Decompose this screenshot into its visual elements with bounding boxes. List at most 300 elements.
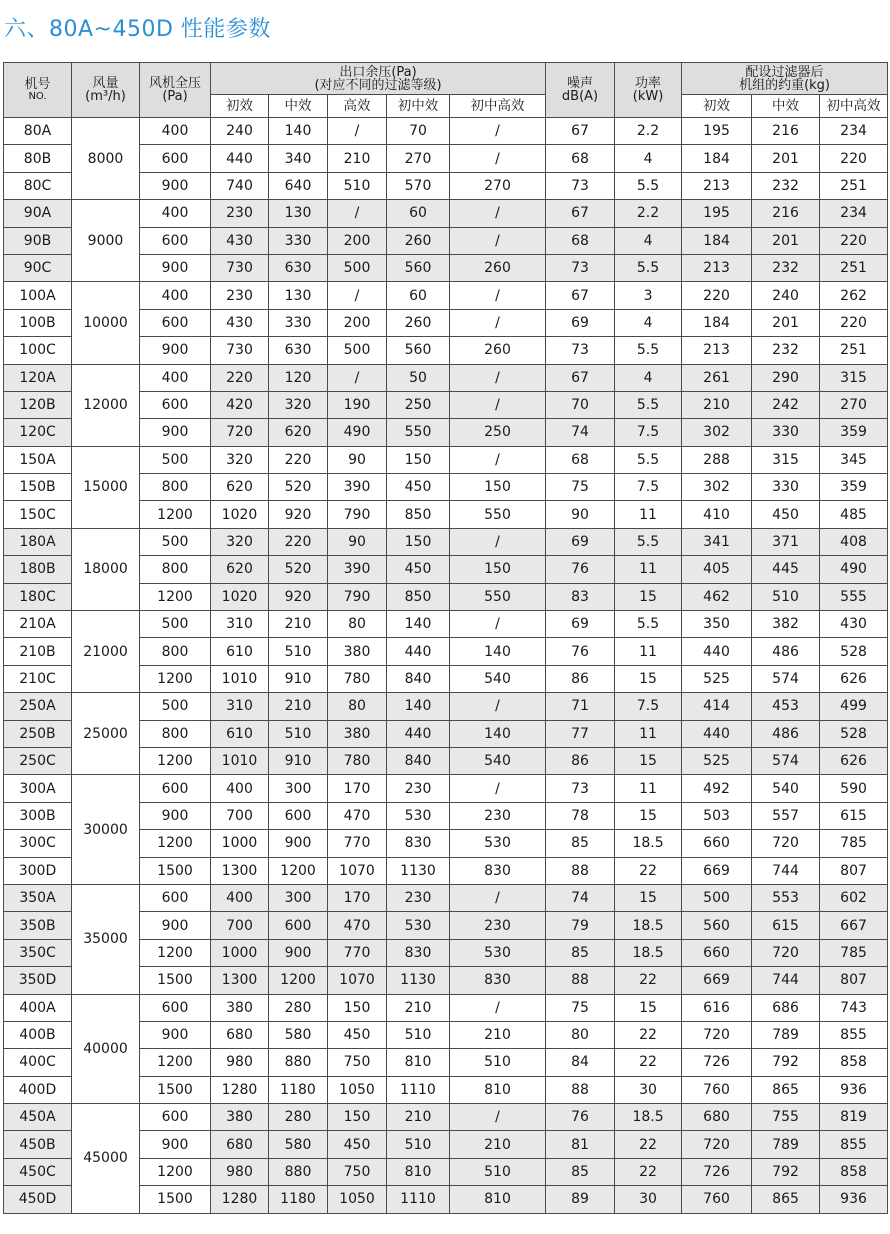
weight-medium-cell: 553 xyxy=(752,884,820,911)
power-cell: 18.5 xyxy=(615,912,682,939)
outlet-primary-medium-cell: 840 xyxy=(387,747,450,774)
power-cell: 7.5 xyxy=(615,419,682,446)
outlet-primary-cell: 320 xyxy=(211,528,269,555)
table-header xyxy=(4,63,888,118)
outlet-primary-medium-high-cell: / xyxy=(450,364,546,391)
outlet-high-cell: / xyxy=(328,118,387,145)
airflow-cell: 15000 xyxy=(72,446,140,528)
power-cell: 7.5 xyxy=(615,474,682,501)
weight-medium-cell: 865 xyxy=(752,1076,820,1103)
outlet-primary-medium-cell: 840 xyxy=(387,665,450,692)
weight-medium-cell: 789 xyxy=(752,1131,820,1158)
power-cell: 15 xyxy=(615,665,682,692)
outlet-primary-cell: 230 xyxy=(211,282,269,309)
power-cell: 22 xyxy=(615,857,682,884)
outlet-high-cell: 770 xyxy=(328,830,387,857)
model-cell: 450C xyxy=(4,1158,72,1185)
fan-pressure-cell: 800 xyxy=(140,638,211,665)
weight-medium-cell: 216 xyxy=(752,118,820,145)
header-fan-pressure-unit: (Pa) xyxy=(162,89,188,104)
outlet-primary-cell: 440 xyxy=(211,145,269,172)
outlet-high-cell: 80 xyxy=(328,611,387,638)
noise-cell: 88 xyxy=(546,967,615,994)
outlet-primary-medium-cell: 50 xyxy=(387,364,450,391)
power-cell: 22 xyxy=(615,1158,682,1185)
weight-medium-cell: 615 xyxy=(752,912,820,939)
model-cell: 90A xyxy=(4,200,72,227)
outlet-primary-medium-high-cell: 540 xyxy=(450,747,546,774)
outlet-medium-cell: 640 xyxy=(269,172,328,199)
outlet-primary-cell: 620 xyxy=(211,556,269,583)
outlet-primary-medium-high-cell: / xyxy=(450,391,546,418)
outlet-medium-cell: 320 xyxy=(269,391,328,418)
noise-cell: 74 xyxy=(546,419,615,446)
outlet-high-cell: 750 xyxy=(328,1158,387,1185)
outlet-high-cell: 150 xyxy=(328,994,387,1021)
weight-primary-medium-high-cell: 220 xyxy=(820,309,888,336)
model-cell: 210C xyxy=(4,665,72,692)
fan-pressure-cell: 800 xyxy=(140,720,211,747)
outlet-high-cell: 510 xyxy=(328,172,387,199)
weight-medium-cell: 445 xyxy=(752,556,820,583)
weight-primary-medium-high-cell: 359 xyxy=(820,474,888,501)
weight-primary-cell: 288 xyxy=(682,446,752,473)
noise-cell: 88 xyxy=(546,857,615,884)
outlet-primary-medium-cell: 810 xyxy=(387,1158,450,1185)
power-cell: 18.5 xyxy=(615,1104,682,1131)
outlet-primary-cell: 380 xyxy=(211,1104,269,1131)
model-cell: 180B xyxy=(4,556,72,583)
weight-primary-cell: 525 xyxy=(682,665,752,692)
header-weight-col: 初中高效 xyxy=(820,95,888,118)
outlet-primary-cell: 1020 xyxy=(211,501,269,528)
model-cell: 120C xyxy=(4,419,72,446)
table-row xyxy=(4,282,888,309)
power-cell: 3 xyxy=(615,282,682,309)
outlet-primary-medium-cell: 1110 xyxy=(387,1076,450,1103)
outlet-primary-medium-cell: 230 xyxy=(387,884,450,911)
outlet-primary-cell: 610 xyxy=(211,638,269,665)
outlet-medium-cell: 510 xyxy=(269,720,328,747)
outlet-medium-cell: 220 xyxy=(269,446,328,473)
power-cell: 15 xyxy=(615,802,682,829)
table-body xyxy=(4,118,888,1214)
header-model-en: NO. xyxy=(28,91,47,102)
weight-medium-cell: 574 xyxy=(752,747,820,774)
outlet-high-cell: 190 xyxy=(328,391,387,418)
weight-primary-medium-high-cell: 626 xyxy=(820,665,888,692)
airflow-cell: 8000 xyxy=(72,118,140,200)
power-cell: 4 xyxy=(615,145,682,172)
weight-medium-cell: 865 xyxy=(752,1186,820,1213)
airflow-cell: 18000 xyxy=(72,528,140,610)
header-power-unit: (kW) xyxy=(632,89,664,104)
model-cell: 300B xyxy=(4,802,72,829)
noise-cell: 89 xyxy=(546,1186,615,1213)
outlet-primary-medium-cell: 560 xyxy=(387,254,450,281)
outlet-primary-medium-cell: 140 xyxy=(387,611,450,638)
fan-pressure-cell: 900 xyxy=(140,912,211,939)
fan-pressure-cell: 900 xyxy=(140,1021,211,1048)
weight-primary-cell: 261 xyxy=(682,364,752,391)
weight-primary-cell: 213 xyxy=(682,254,752,281)
weight-primary-medium-high-cell: 490 xyxy=(820,556,888,583)
weight-primary-cell: 525 xyxy=(682,747,752,774)
weight-primary-medium-high-cell: 251 xyxy=(820,337,888,364)
table-row xyxy=(4,693,888,720)
fan-pressure-cell: 900 xyxy=(140,1131,211,1158)
header-outlet-col: 高效 xyxy=(328,95,387,118)
header-outlet-col: 初效 xyxy=(211,95,269,118)
weight-primary-medium-high-cell: 270 xyxy=(820,391,888,418)
power-cell: 5.5 xyxy=(615,611,682,638)
fan-pressure-cell: 500 xyxy=(140,446,211,473)
outlet-primary-medium-high-cell: 550 xyxy=(450,583,546,610)
model-cell: 120A xyxy=(4,364,72,391)
outlet-high-cell: 170 xyxy=(328,775,387,802)
noise-cell: 85 xyxy=(546,1158,615,1185)
outlet-primary-medium-high-cell: 230 xyxy=(450,802,546,829)
model-cell: 80A xyxy=(4,118,72,145)
outlet-primary-medium-high-cell: 270 xyxy=(450,172,546,199)
power-cell: 15 xyxy=(615,583,682,610)
header-noise xyxy=(546,63,615,118)
outlet-medium-cell: 580 xyxy=(269,1021,328,1048)
outlet-high-cell: 170 xyxy=(328,884,387,911)
weight-primary-cell: 660 xyxy=(682,830,752,857)
outlet-high-cell: 200 xyxy=(328,309,387,336)
outlet-primary-medium-cell: 530 xyxy=(387,912,450,939)
outlet-primary-medium-cell: 150 xyxy=(387,446,450,473)
header-power-label: 功率 xyxy=(635,76,662,91)
weight-primary-cell: 195 xyxy=(682,200,752,227)
outlet-medium-cell: 220 xyxy=(269,528,328,555)
weight-medium-cell: 574 xyxy=(752,665,820,692)
weight-medium-cell: 789 xyxy=(752,1021,820,1048)
model-cell: 450A xyxy=(4,1104,72,1131)
outlet-medium-cell: 210 xyxy=(269,693,328,720)
weight-primary-medium-high-cell: 590 xyxy=(820,775,888,802)
power-cell: 5.5 xyxy=(615,446,682,473)
model-cell: 350C xyxy=(4,939,72,966)
weight-primary-medium-high-cell: 936 xyxy=(820,1186,888,1213)
outlet-primary-medium-cell: 60 xyxy=(387,200,450,227)
outlet-primary-medium-high-cell: 150 xyxy=(450,556,546,583)
weight-medium-cell: 453 xyxy=(752,693,820,720)
outlet-primary-medium-cell: 440 xyxy=(387,720,450,747)
outlet-primary-medium-cell: 230 xyxy=(387,775,450,802)
outlet-primary-medium-high-cell: 530 xyxy=(450,830,546,857)
outlet-primary-medium-cell: 260 xyxy=(387,309,450,336)
outlet-high-cell: 380 xyxy=(328,720,387,747)
power-cell: 11 xyxy=(615,720,682,747)
fan-pressure-cell: 900 xyxy=(140,802,211,829)
outlet-high-cell: 380 xyxy=(328,638,387,665)
header-fan-pressure-label: 风机全压 xyxy=(148,76,201,91)
fan-pressure-cell: 900 xyxy=(140,254,211,281)
weight-medium-cell: 330 xyxy=(752,419,820,446)
noise-cell: 69 xyxy=(546,611,615,638)
model-cell: 90B xyxy=(4,227,72,254)
power-cell: 11 xyxy=(615,775,682,802)
weight-primary-medium-high-cell: 220 xyxy=(820,227,888,254)
outlet-primary-cell: 610 xyxy=(211,720,269,747)
noise-cell: 75 xyxy=(546,994,615,1021)
weight-medium-cell: 315 xyxy=(752,446,820,473)
airflow-cell: 25000 xyxy=(72,693,140,775)
model-cell: 400B xyxy=(4,1021,72,1048)
airflow-cell: 12000 xyxy=(72,364,140,446)
power-cell: 5.5 xyxy=(615,254,682,281)
outlet-primary-medium-high-cell: / xyxy=(450,775,546,802)
header-outlet-col: 初中高效 xyxy=(450,95,546,118)
weight-primary-cell: 760 xyxy=(682,1186,752,1213)
outlet-high-cell: 1050 xyxy=(328,1076,387,1103)
fan-pressure-cell: 900 xyxy=(140,337,211,364)
outlet-primary-cell: 700 xyxy=(211,912,269,939)
header-model xyxy=(4,63,72,118)
model-cell: 180C xyxy=(4,583,72,610)
outlet-primary-medium-high-cell: / xyxy=(450,994,546,1021)
weight-primary-medium-high-cell: 819 xyxy=(820,1104,888,1131)
fan-pressure-cell: 1200 xyxy=(140,583,211,610)
model-cell: 450D xyxy=(4,1186,72,1213)
outlet-primary-cell: 1280 xyxy=(211,1076,269,1103)
weight-primary-medium-high-cell: 485 xyxy=(820,501,888,528)
airflow-cell: 21000 xyxy=(72,611,140,693)
outlet-primary-medium-high-cell: / xyxy=(450,200,546,227)
noise-cell: 74 xyxy=(546,884,615,911)
fan-pressure-cell: 400 xyxy=(140,364,211,391)
fan-pressure-cell: 1500 xyxy=(140,967,211,994)
weight-medium-cell: 720 xyxy=(752,939,820,966)
noise-cell: 86 xyxy=(546,665,615,692)
outlet-medium-cell: 510 xyxy=(269,638,328,665)
noise-cell: 83 xyxy=(546,583,615,610)
outlet-primary-medium-cell: 70 xyxy=(387,118,450,145)
weight-primary-cell: 440 xyxy=(682,720,752,747)
outlet-primary-medium-high-cell: / xyxy=(450,227,546,254)
outlet-primary-cell: 310 xyxy=(211,611,269,638)
outlet-medium-cell: 330 xyxy=(269,309,328,336)
outlet-primary-medium-high-cell: 260 xyxy=(450,254,546,281)
header-model-label: 机号 xyxy=(24,77,51,92)
weight-primary-cell: 213 xyxy=(682,337,752,364)
outlet-primary-cell: 430 xyxy=(211,227,269,254)
noise-cell: 67 xyxy=(546,118,615,145)
outlet-medium-cell: 130 xyxy=(269,200,328,227)
power-cell: 2.2 xyxy=(615,118,682,145)
outlet-primary-cell: 1020 xyxy=(211,583,269,610)
fan-pressure-cell: 1200 xyxy=(140,939,211,966)
weight-medium-cell: 557 xyxy=(752,802,820,829)
outlet-primary-medium-high-cell: 550 xyxy=(450,501,546,528)
fan-pressure-cell: 600 xyxy=(140,775,211,802)
weight-primary-cell: 414 xyxy=(682,693,752,720)
outlet-high-cell: 780 xyxy=(328,747,387,774)
model-cell: 210A xyxy=(4,611,72,638)
outlet-primary-cell: 1000 xyxy=(211,830,269,857)
outlet-high-cell: 1050 xyxy=(328,1186,387,1213)
fan-pressure-cell: 600 xyxy=(140,145,211,172)
noise-cell: 67 xyxy=(546,200,615,227)
weight-primary-cell: 669 xyxy=(682,857,752,884)
outlet-primary-medium-cell: 560 xyxy=(387,337,450,364)
weight-medium-cell: 486 xyxy=(752,720,820,747)
outlet-primary-medium-cell: 210 xyxy=(387,994,450,1021)
outlet-primary-medium-cell: 210 xyxy=(387,1104,450,1131)
outlet-primary-medium-cell: 830 xyxy=(387,939,450,966)
outlet-primary-cell: 400 xyxy=(211,884,269,911)
outlet-high-cell: 780 xyxy=(328,665,387,692)
outlet-primary-medium-cell: 450 xyxy=(387,556,450,583)
outlet-high-cell: 1070 xyxy=(328,857,387,884)
header-outlet-pressure xyxy=(211,63,546,95)
weight-primary-cell: 492 xyxy=(682,775,752,802)
model-cell: 90C xyxy=(4,254,72,281)
outlet-primary-medium-cell: 1130 xyxy=(387,857,450,884)
outlet-medium-cell: 880 xyxy=(269,1158,328,1185)
power-cell: 4 xyxy=(615,309,682,336)
outlet-high-cell: 470 xyxy=(328,912,387,939)
header-noise-label: 噪声 xyxy=(567,76,594,91)
model-cell: 100C xyxy=(4,337,72,364)
weight-primary-medium-high-cell: 855 xyxy=(820,1021,888,1048)
performance-table xyxy=(3,62,888,1214)
weight-primary-cell: 184 xyxy=(682,227,752,254)
outlet-high-cell: 200 xyxy=(328,227,387,254)
outlet-primary-cell: 730 xyxy=(211,337,269,364)
model-cell: 350B xyxy=(4,912,72,939)
weight-primary-medium-high-cell: 615 xyxy=(820,802,888,829)
model-cell: 100B xyxy=(4,309,72,336)
power-cell: 5.5 xyxy=(615,391,682,418)
model-cell: 180A xyxy=(4,528,72,555)
outlet-high-cell: 500 xyxy=(328,337,387,364)
power-cell: 15 xyxy=(615,747,682,774)
outlet-primary-cell: 320 xyxy=(211,446,269,473)
weight-medium-cell: 232 xyxy=(752,172,820,199)
outlet-primary-medium-high-cell: / xyxy=(450,528,546,555)
weight-primary-medium-high-cell: 234 xyxy=(820,200,888,227)
weight-primary-cell: 680 xyxy=(682,1104,752,1131)
weight-medium-cell: 290 xyxy=(752,364,820,391)
outlet-primary-medium-cell: 260 xyxy=(387,227,450,254)
outlet-primary-cell: 980 xyxy=(211,1049,269,1076)
outlet-high-cell: 150 xyxy=(328,1104,387,1131)
table-row xyxy=(4,1104,888,1131)
outlet-primary-medium-high-cell: / xyxy=(450,693,546,720)
outlet-primary-medium-cell: 1130 xyxy=(387,967,450,994)
fan-pressure-cell: 800 xyxy=(140,474,211,501)
table-row xyxy=(4,200,888,227)
weight-medium-cell: 242 xyxy=(752,391,820,418)
fan-pressure-cell: 500 xyxy=(140,528,211,555)
power-cell: 22 xyxy=(615,967,682,994)
weight-primary-cell: 405 xyxy=(682,556,752,583)
power-cell: 22 xyxy=(615,1049,682,1076)
outlet-primary-medium-high-cell: / xyxy=(450,145,546,172)
outlet-primary-cell: 430 xyxy=(211,309,269,336)
outlet-primary-medium-high-cell: / xyxy=(450,282,546,309)
noise-cell: 69 xyxy=(546,528,615,555)
weight-primary-cell: 462 xyxy=(682,583,752,610)
weight-primary-cell: 616 xyxy=(682,994,752,1021)
power-cell: 2.2 xyxy=(615,200,682,227)
weight-primary-cell: 220 xyxy=(682,282,752,309)
outlet-medium-cell: 910 xyxy=(269,665,328,692)
power-cell: 30 xyxy=(615,1186,682,1213)
noise-cell: 73 xyxy=(546,337,615,364)
noise-cell: 71 xyxy=(546,693,615,720)
header-airflow-label: 风量 xyxy=(92,76,119,91)
power-cell: 11 xyxy=(615,556,682,583)
power-cell: 5.5 xyxy=(615,337,682,364)
outlet-primary-medium-cell: 510 xyxy=(387,1021,450,1048)
outlet-high-cell: 390 xyxy=(328,556,387,583)
outlet-high-cell: 500 xyxy=(328,254,387,281)
weight-medium-cell: 216 xyxy=(752,200,820,227)
model-cell: 250A xyxy=(4,693,72,720)
outlet-primary-medium-high-cell: 810 xyxy=(450,1186,546,1213)
weight-primary-medium-high-cell: 430 xyxy=(820,611,888,638)
outlet-high-cell: 1070 xyxy=(328,967,387,994)
fan-pressure-cell: 400 xyxy=(140,282,211,309)
fan-pressure-cell: 600 xyxy=(140,227,211,254)
weight-primary-medium-high-cell: 936 xyxy=(820,1076,888,1103)
outlet-primary-medium-high-cell: / xyxy=(450,1104,546,1131)
outlet-medium-cell: 520 xyxy=(269,474,328,501)
outlet-medium-cell: 210 xyxy=(269,611,328,638)
outlet-medium-cell: 1180 xyxy=(269,1076,328,1103)
noise-cell: 81 xyxy=(546,1131,615,1158)
table-row xyxy=(4,364,888,391)
fan-pressure-cell: 500 xyxy=(140,611,211,638)
header-outlet-col: 初中效 xyxy=(387,95,450,118)
model-cell: 400D xyxy=(4,1076,72,1103)
outlet-high-cell: / xyxy=(328,200,387,227)
outlet-primary-medium-cell: 810 xyxy=(387,1049,450,1076)
power-cell: 22 xyxy=(615,1021,682,1048)
fan-pressure-cell: 600 xyxy=(140,884,211,911)
weight-medium-cell: 201 xyxy=(752,145,820,172)
fan-pressure-cell: 1200 xyxy=(140,1049,211,1076)
outlet-primary-cell: 1010 xyxy=(211,665,269,692)
outlet-primary-medium-high-cell: / xyxy=(450,118,546,145)
weight-primary-medium-high-cell: 408 xyxy=(820,528,888,555)
weight-primary-cell: 440 xyxy=(682,638,752,665)
noise-cell: 85 xyxy=(546,939,615,966)
header-power xyxy=(615,63,682,118)
weight-primary-medium-high-cell: 315 xyxy=(820,364,888,391)
power-cell: 4 xyxy=(615,227,682,254)
weight-medium-cell: 510 xyxy=(752,583,820,610)
outlet-primary-cell: 700 xyxy=(211,802,269,829)
noise-cell: 75 xyxy=(546,474,615,501)
weight-primary-medium-high-cell: 359 xyxy=(820,419,888,446)
outlet-primary-cell: 1300 xyxy=(211,967,269,994)
outlet-primary-medium-high-cell: 830 xyxy=(450,857,546,884)
outlet-primary-medium-cell: 440 xyxy=(387,638,450,665)
outlet-high-cell: 210 xyxy=(328,145,387,172)
outlet-medium-cell: 140 xyxy=(269,118,328,145)
model-cell: 250B xyxy=(4,720,72,747)
table-row xyxy=(4,528,888,555)
weight-primary-medium-high-cell: 528 xyxy=(820,720,888,747)
header-weight-label: 配设过滤器后 xyxy=(745,64,824,80)
noise-cell: 67 xyxy=(546,282,615,309)
weight-primary-cell: 410 xyxy=(682,501,752,528)
